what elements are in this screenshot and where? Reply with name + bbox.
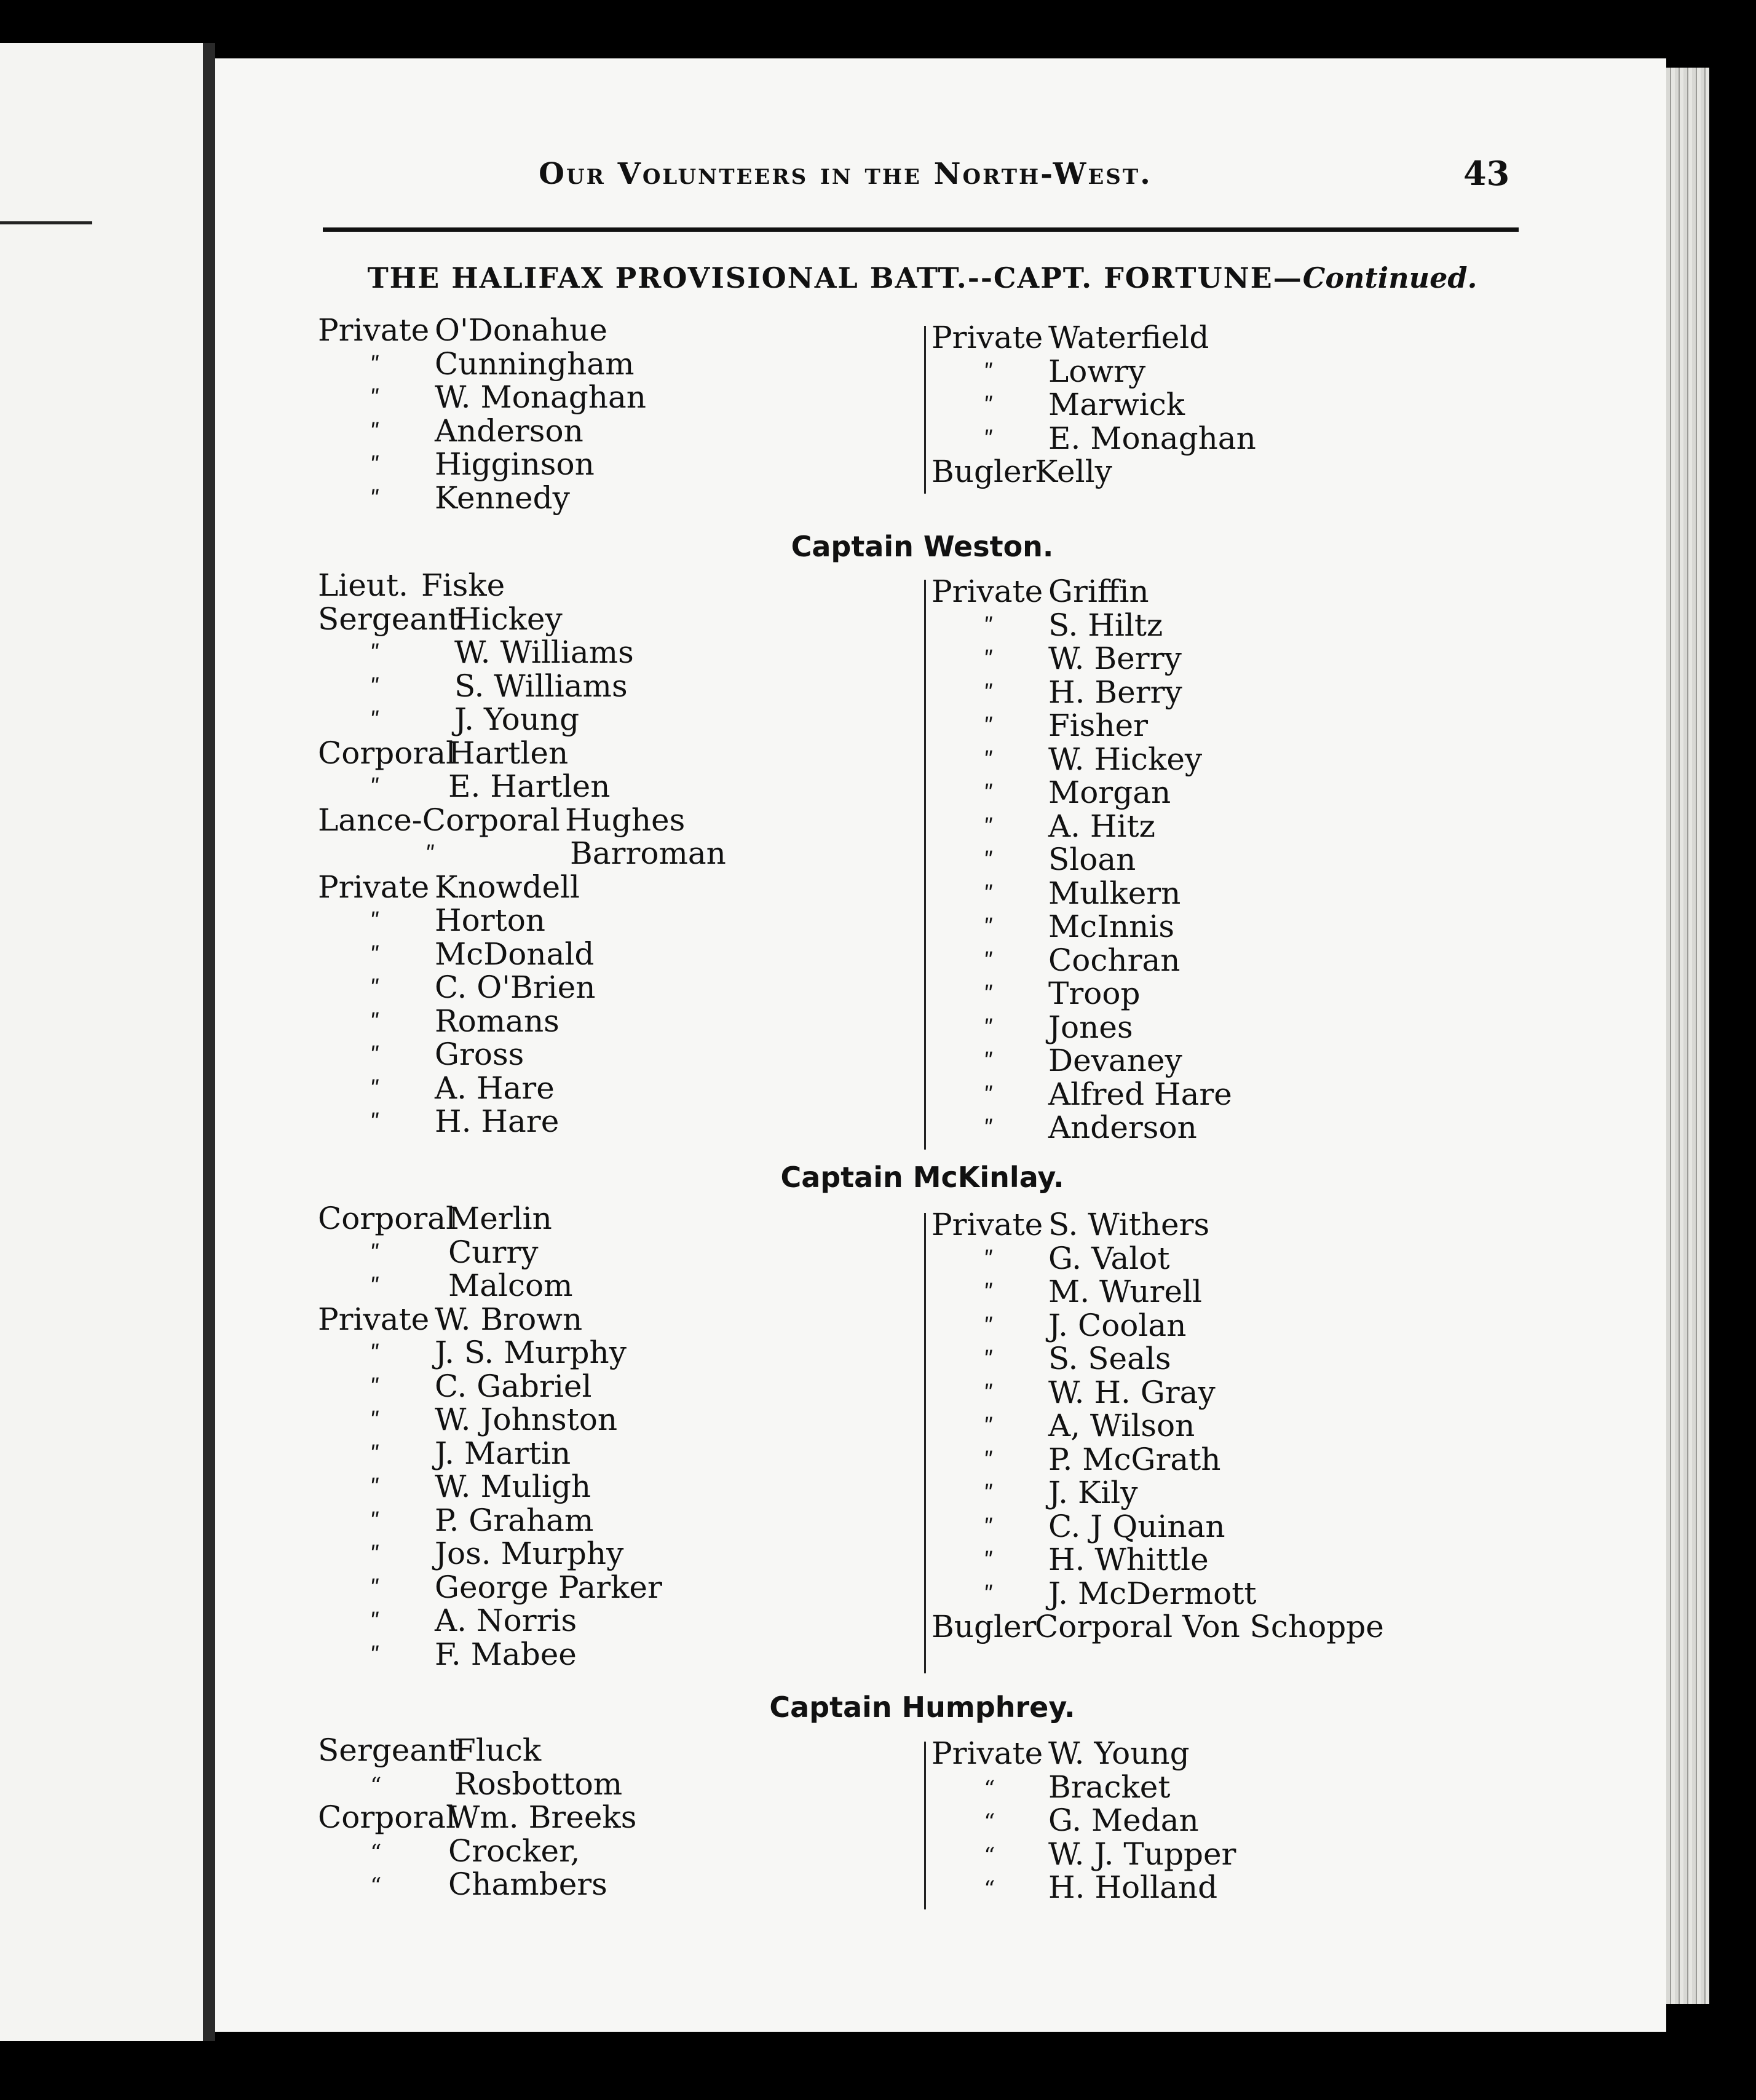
roster-entry <box>931 741 1203 777</box>
soldier-name: S. Seals <box>1048 1341 1171 1376</box>
soldier-name: Kelly <box>1035 454 1112 489</box>
roster-entry <box>931 320 1209 355</box>
rank: ʺ <box>984 1415 994 1440</box>
rank: Sergeant <box>318 601 461 637</box>
rank: ʺ <box>984 1016 994 1042</box>
column-divider <box>924 1213 926 1673</box>
rank: ʺ <box>984 1348 994 1373</box>
right-column <box>931 1207 1384 1644</box>
previous-page-rule <box>0 221 92 224</box>
soldier-name: W. Berry <box>1048 641 1182 676</box>
left-column <box>318 312 646 516</box>
roster-entry <box>318 345 635 382</box>
soldier-name: W. J. Tupper <box>1048 1836 1236 1872</box>
rank: ʺ <box>370 709 381 734</box>
soldier-name: Curry <box>448 1234 539 1270</box>
roster-entry <box>318 312 607 348</box>
rank: “ <box>370 1773 382 1799</box>
roster-entry <box>318 969 596 1005</box>
rank: ʺ <box>984 1281 994 1306</box>
soldier-name: W. Hickey <box>1048 741 1203 777</box>
rank: Private <box>318 312 430 348</box>
roster-entry <box>931 1575 1257 1611</box>
soldier-name: W. H. Gray <box>1048 1374 1216 1410</box>
roster-entry <box>318 1502 594 1538</box>
soldier-name: McInnis <box>1048 909 1175 944</box>
roster-entry <box>318 634 634 670</box>
soldier-name: Malcom <box>448 1268 573 1303</box>
roster-entry <box>931 1240 1170 1276</box>
soldier-name: Wm. Breeks <box>448 1799 637 1835</box>
right-column <box>931 1735 1236 1905</box>
soldier-name: Troop <box>1048 976 1141 1011</box>
roster-entry <box>931 808 1155 844</box>
rank: ʺ <box>370 1342 381 1367</box>
captain-heading: Captain McKinlay. <box>780 1161 1064 1194</box>
roster-entry <box>318 1636 577 1672</box>
roster-entry <box>931 1374 1216 1410</box>
rank: ʺ <box>984 1515 994 1541</box>
soldier-name: J. McDermott <box>1048 1575 1257 1611</box>
rank: ʺ <box>370 1077 381 1103</box>
column-divider <box>924 326 926 494</box>
rank: ʺ <box>984 394 994 419</box>
rank: “ <box>370 1840 382 1866</box>
roster-entry <box>318 1732 542 1768</box>
roster-entry <box>318 768 611 804</box>
rank: Private <box>931 320 1043 355</box>
roster-entry <box>931 1207 1210 1242</box>
rank: ʺ <box>370 1044 381 1069</box>
rank: ʺ <box>984 360 994 386</box>
soldier-name: M. Wurell <box>1048 1274 1203 1309</box>
soldier-name: J. Martin <box>435 1435 571 1471</box>
roster-entry <box>318 569 560 602</box>
soldier-name: Waterfield <box>1048 320 1209 355</box>
roster-entry <box>931 641 1182 676</box>
roster-entry <box>931 1408 1195 1443</box>
soldier-name: A. Hitz <box>1048 808 1155 844</box>
rank: ʺ <box>370 1643 381 1669</box>
soldier-name: W. Brown <box>435 1301 583 1337</box>
soldier-name: W. Monaghan <box>435 379 646 415</box>
soldier-name: H. Whittle <box>1048 1542 1209 1577</box>
roster-entry <box>931 1508 1225 1544</box>
rank: ʺ <box>370 1241 381 1267</box>
rank: Private <box>931 1735 1043 1771</box>
soldier-name: Gross <box>435 1036 524 1072</box>
soldier-name: J. Kily <box>1048 1475 1138 1510</box>
soldier-name: A. Hare <box>435 1070 555 1106</box>
soldier-name: H. Holland <box>1048 1869 1218 1905</box>
soldier-name: S. Hiltz <box>1048 607 1163 643</box>
soldier-name: Fiske <box>421 567 505 603</box>
soldier-name: J. Coolan <box>1048 1307 1187 1343</box>
rank: ʺ <box>984 748 994 774</box>
rank: ʺ <box>984 849 994 874</box>
roster-entry <box>931 607 1163 643</box>
soldier-name: Kennedy <box>435 480 570 516</box>
soldier-name: Alfred Hare <box>1048 1076 1232 1112</box>
roster-entry <box>931 1836 1236 1872</box>
roster-entry <box>318 802 686 838</box>
roster-entry <box>318 904 560 938</box>
soldier-name: Romans <box>435 1003 560 1039</box>
rank: ʺ <box>370 675 381 701</box>
soldier-name: Merlin <box>448 1201 552 1236</box>
rank: ʺ <box>370 1375 381 1401</box>
rank: ʺ <box>370 910 381 935</box>
soldier-name: Higginson <box>435 446 595 482</box>
soldier-name: Sloan <box>1048 842 1136 877</box>
rank: ʺ <box>984 614 994 640</box>
roster-entry <box>318 1569 662 1605</box>
roster-entry <box>318 1469 591 1504</box>
roster-entry <box>318 379 646 415</box>
roster-entry <box>931 1341 1171 1376</box>
rank: Private <box>318 869 430 905</box>
roster-entry <box>318 1435 571 1471</box>
rank: “ <box>370 1874 382 1899</box>
soldier-name: J. S. Murphy <box>435 1335 627 1370</box>
rank: ʺ <box>984 1247 994 1273</box>
soldier-name: Barroman <box>570 835 726 871</box>
rank: “ <box>984 1810 995 1835</box>
soldier-name: E. Monaghan <box>1048 420 1256 456</box>
soldier-name: McDonald <box>435 936 595 972</box>
soldier-name: Knowdell <box>435 869 580 905</box>
roster-entry <box>318 1402 618 1437</box>
soldier-name: Mulkern <box>1048 875 1181 911</box>
soldier-name: E. Hartlen <box>448 768 611 804</box>
rank: Lieut. <box>318 567 408 603</box>
roster-entry <box>931 1274 1203 1309</box>
roster-entry <box>931 1769 1171 1805</box>
roster-entry <box>931 574 1149 609</box>
soldier-name: S. Withers <box>1048 1207 1210 1242</box>
soldier-name: G. Valot <box>1048 1240 1170 1276</box>
rank: Corporal <box>318 735 456 771</box>
rank: Bugler <box>931 1609 1037 1644</box>
roster-entry <box>318 446 595 482</box>
soldier-name: Morgan <box>1048 775 1171 810</box>
roster-entry <box>318 1866 607 1902</box>
roster-entry <box>318 1603 577 1638</box>
rank: ʺ <box>370 1275 381 1300</box>
previous-page-edge <box>0 43 203 2041</box>
roster-entry <box>318 1268 573 1303</box>
soldier-name: Bracket <box>1048 1769 1171 1805</box>
rank: Private <box>318 1301 430 1337</box>
rank: ʺ <box>984 1117 994 1142</box>
rank: ʺ <box>370 1409 381 1434</box>
rank: ʺ <box>370 454 381 479</box>
rank: ʺ <box>984 882 994 908</box>
rank: ʺ <box>370 1010 381 1036</box>
rank: “ <box>984 1843 995 1869</box>
roster-entry <box>318 601 563 637</box>
soldier-name: W. Young <box>1048 1735 1190 1771</box>
soldier-name: P. McGrath <box>1048 1441 1221 1477</box>
roster-entry <box>931 1802 1199 1838</box>
roster-entry <box>318 1335 627 1370</box>
soldier-name: A. Norris <box>435 1603 577 1638</box>
section-title-main: THE HALIFAX PROVISIONAL BATT.--CAPT. FORTUNE— <box>367 261 1303 294</box>
soldier-name: Marwick <box>1048 387 1185 422</box>
soldier-name: Anderson <box>1048 1110 1197 1145</box>
roster-entry <box>931 1110 1197 1145</box>
soldier-name: Jones <box>1048 1009 1133 1045</box>
section-title <box>326 261 1519 294</box>
soldier-name: G. Medan <box>1048 1802 1199 1838</box>
rank: ʺ <box>984 1381 994 1407</box>
roster-entry <box>318 1201 552 1236</box>
rank: ʺ <box>370 420 381 446</box>
soldier-name: George Parker <box>435 1569 662 1605</box>
roster-entry <box>318 1536 624 1571</box>
roster-entry <box>318 1833 580 1869</box>
rank: Corporal <box>318 1799 456 1835</box>
right-column <box>931 574 1232 1145</box>
rank: ʺ <box>984 715 994 740</box>
soldier-name: Lowry <box>1048 353 1146 389</box>
roster-entry <box>318 1799 637 1835</box>
rank: ʺ <box>984 1549 994 1574</box>
soldier-name: W. Williams <box>454 634 634 670</box>
rank: ʺ <box>984 648 994 673</box>
roster-entry <box>318 869 580 905</box>
roster-entry <box>318 1368 592 1404</box>
rank: ʺ <box>984 916 994 941</box>
soldier-name: Chambers <box>448 1866 607 1902</box>
roster-entry <box>318 1005 560 1038</box>
page-number: 43 <box>1463 154 1510 193</box>
rank: ʺ <box>984 1482 994 1507</box>
soldier-name: Devaney <box>1048 1043 1182 1078</box>
running-head: Our Volunteers in the North-West. <box>539 157 1152 191</box>
rank: ʺ <box>984 681 994 707</box>
soldier-name: Griffin <box>1048 574 1149 609</box>
rank: “ <box>984 1877 995 1902</box>
book-gutter <box>203 43 215 2041</box>
roster-entry <box>931 976 1141 1011</box>
rank: ʺ <box>370 1442 381 1468</box>
rank: ʺ <box>370 1476 381 1501</box>
soldier-name: S. Williams <box>454 668 628 704</box>
left-column <box>318 1732 637 1902</box>
rank: Bugler <box>931 454 1037 489</box>
roster-entry <box>318 1072 560 1105</box>
roster-entry <box>931 1475 1138 1510</box>
rank: ʺ <box>370 387 381 412</box>
soldier-name: Fluck <box>454 1732 542 1768</box>
roster-entry <box>931 1076 1232 1112</box>
rank: ʺ <box>984 782 994 807</box>
roster-entry <box>318 835 726 871</box>
soldier-name: Hickey <box>454 601 563 637</box>
roster-entry <box>931 942 1181 978</box>
soldier-name: Jos. Murphy <box>435 1536 624 1571</box>
soldier-name: Horton <box>435 902 546 938</box>
roster-entry <box>931 454 1112 489</box>
rank: ʺ <box>370 943 381 969</box>
rank: ʺ <box>370 487 381 513</box>
rank: ʺ <box>370 1610 381 1635</box>
roster-entry <box>931 353 1146 389</box>
rank: ʺ <box>370 977 381 1002</box>
roster-entry <box>931 1307 1187 1343</box>
roster-entry <box>931 909 1175 944</box>
soldier-name: Fisher <box>1048 708 1149 743</box>
soldier-name: F. Mabee <box>435 1636 577 1672</box>
roster-entry <box>318 936 595 972</box>
rank: ʺ <box>984 1083 994 1109</box>
rank: ʺ <box>984 983 994 1008</box>
roster-entry <box>931 842 1136 877</box>
rank: ʺ <box>984 1050 994 1075</box>
rank: ʺ <box>984 949 994 975</box>
soldier-name: Rosbottom <box>454 1766 623 1802</box>
captain-heading: Captain Humphrey. <box>769 1691 1075 1724</box>
roster-entry <box>318 412 583 449</box>
soldier-name: C. O'Brien <box>435 969 596 1005</box>
roster-entry <box>931 1043 1182 1078</box>
captain-heading: Captain Weston. <box>791 530 1054 563</box>
section-title-continued: Continued. <box>1302 261 1477 294</box>
soldier-name: C. Gabriel <box>435 1368 592 1404</box>
rank: ʺ <box>370 776 381 801</box>
rank: ʺ <box>370 1543 381 1568</box>
rank: Corporal <box>318 1201 456 1236</box>
roster-entry <box>318 1105 560 1139</box>
roster-entry <box>318 668 628 704</box>
roster-entry <box>318 1766 623 1802</box>
soldier-name: Crocker, <box>448 1833 580 1869</box>
soldier-name: W. Muligh <box>435 1469 591 1504</box>
roster-entry <box>931 708 1149 743</box>
rank: Lance-Corporal <box>318 802 560 838</box>
soldier-name: J. Young <box>454 701 580 737</box>
roster-entry <box>931 420 1256 456</box>
rank: ʺ <box>984 1582 994 1608</box>
rank: ʺ <box>984 1448 994 1474</box>
soldier-name: H. Hare <box>435 1103 560 1139</box>
rank: ʺ <box>370 1576 381 1602</box>
soldier-name: Cochran <box>1048 942 1181 978</box>
roster-entry <box>318 1038 560 1072</box>
roster-entry <box>931 1542 1209 1577</box>
rank: ʺ <box>984 427 994 453</box>
rank: Private <box>931 574 1043 609</box>
soldier-name: O'Donahue <box>435 312 607 348</box>
rank: Private <box>931 1207 1043 1242</box>
soldier-name: W. Johnston <box>435 1402 618 1437</box>
soldier-name: H. Berry <box>1048 674 1182 710</box>
roster-entry <box>318 1234 539 1270</box>
roster-entry <box>931 674 1182 710</box>
rank: ʺ <box>984 1314 994 1340</box>
soldier-name: P. Graham <box>435 1502 594 1538</box>
roster-entry <box>318 1301 583 1337</box>
roster-entry <box>318 480 570 516</box>
roster-entry <box>931 1735 1190 1771</box>
left-column <box>318 1201 662 1672</box>
roster-entry <box>931 1009 1133 1045</box>
soldier-name: Anderson <box>435 412 583 449</box>
soldier-name: Corporal Von Schoppe <box>1035 1609 1384 1644</box>
rank: “ <box>984 1776 995 1802</box>
soldier-name: A, Wilson <box>1048 1408 1195 1443</box>
rank: ʺ <box>370 642 381 667</box>
roster-entry <box>931 387 1185 422</box>
rank: ʺ <box>425 843 436 868</box>
soldier-name: C. J Quinan <box>1048 1508 1225 1544</box>
soldier-name: Hughes <box>565 802 686 838</box>
rank: ʺ <box>370 1111 381 1136</box>
column-divider <box>924 1742 926 1909</box>
rank: Sergeant <box>318 1732 461 1768</box>
roster-entry <box>318 701 580 737</box>
right-column <box>931 320 1256 489</box>
roster-entry <box>931 1441 1221 1477</box>
rank: ʺ <box>370 353 381 379</box>
soldier-name: Hartlen <box>448 735 569 771</box>
soldier-name: Cunningham <box>435 345 635 382</box>
header-rule <box>323 227 1519 232</box>
roster-entry <box>318 735 569 771</box>
roster-entry <box>931 1869 1218 1905</box>
rank: ʺ <box>984 815 994 841</box>
roster-entry <box>931 1609 1384 1644</box>
column-divider <box>924 580 926 1150</box>
roster-entry <box>931 875 1181 911</box>
rank: ʺ <box>370 1509 381 1535</box>
page-stack-edge <box>1666 68 1709 2004</box>
left-column <box>318 567 726 1139</box>
roster-entry <box>931 775 1171 810</box>
